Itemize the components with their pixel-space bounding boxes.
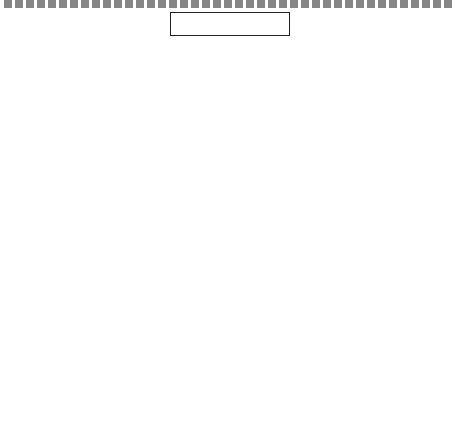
article-body	[4, 42, 455, 422]
article-headline	[170, 12, 290, 36]
clipped-top-text-line	[4, 0, 455, 8]
